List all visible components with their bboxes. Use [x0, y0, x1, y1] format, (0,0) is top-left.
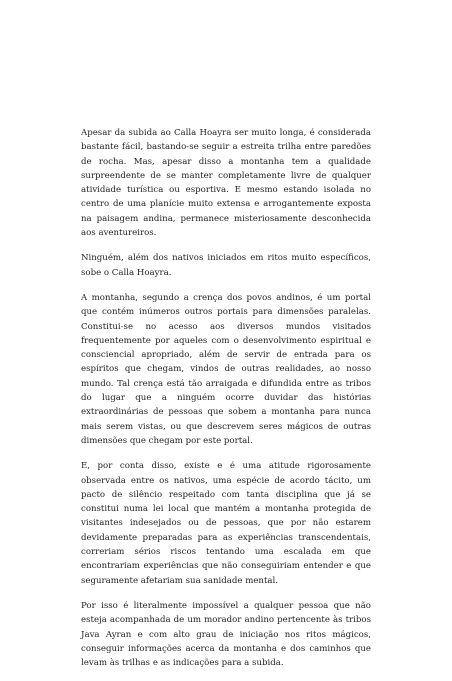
paragraph: A montanha, segundo a crença dos povos andinos, é um portal que contém inúmeros outros portais para dimensões paralelas. Constitui-se no acesso aos diversos mundos visitados frequentemente por aqueles com o desenvolvimento espiritual e consciencial apropriado, além de servir de entrada para os espíritos que chegam, vindos de outras realidades, ao nosso mundo. Tal crença está tão arraigada e difundida entre as tribos do lugar que a ninguém ocorre duvidar das histórias extraordinárias de pessoas que sobem a montanha para nunca mais serem vistas, ou que descrevem seres mágicos de outras dimensões que chegam por este portal.	[81, 292, 371, 446]
paragraph: E, por conta disso, existe e é uma atitude rigorosamente observada entre os nativos, uma espécie de acordo tácito, um pacto de silêncio respeitado com tanta disciplina que já se constitui numa lei local que mantém a montanha protegida de visitantes indesejados ou de pessoas, que por não estarem devidamente preparadas para as experiências transcendentais, correriam sérios riscos tentando uma escalada em que encontrariam experiências que não conseguiriam entender e que seguramente afetariam sua sanidade mental.	[81, 461, 371, 586]
paragraph: Apesar da subida ao Calla Hoayra ser muito longa, é considerada bastante fácil, bastando-se seguir a estreita trilha entre paredões de rocha. Mas, apesar disso a montanha tem a qualidade surpreendente de se manter completamente livre de qualquer atividade turística ou esportiva. E mesmo estando isolada no centro de uma planície muito extensa e arrogantemente exposta na paisagem andina, permanece misteriosamente desconhecida aos aventureiros.	[81, 128, 371, 239]
document-page	[81, 126, 371, 681]
paragraph: Ninguém, além dos nativos iniciados em ritos muito específicos, sobe o Calla Hoayra.	[81, 253, 371, 278]
paragraph: Por isso é literalmente impossível a qualquer pessoa que não esteja acompanhada de um morador andino pertencente às tribos Java Ayran e com alto grau de iniciação nos ritos mágicos, conseguir informações acerca da montanha e dos caminhos que levam às trilhas e as indicações para a subida.	[81, 600, 371, 669]
